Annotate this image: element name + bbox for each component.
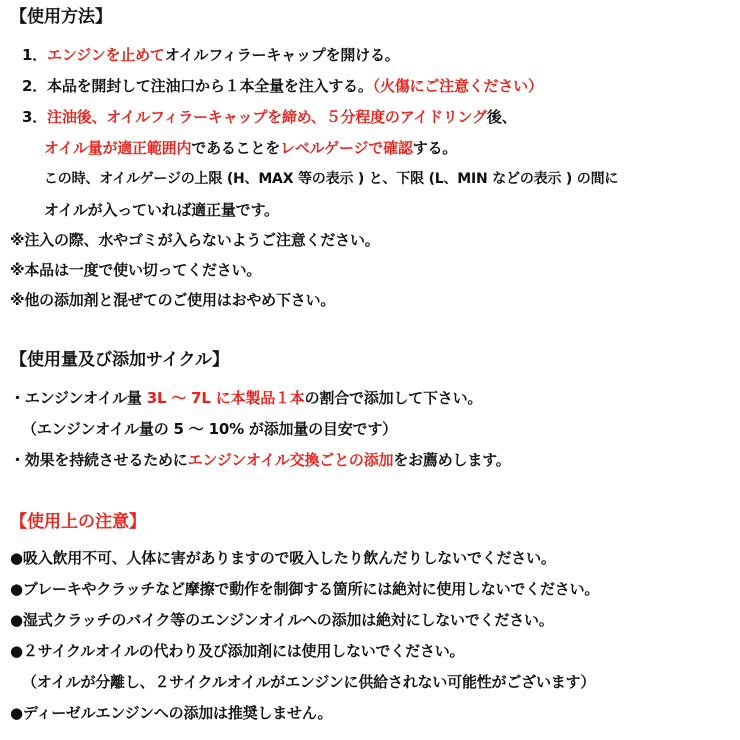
caution-item-2: ●ブレーキやクラッチなど摩擦で動作を制御する箇所には絶対に使用しないでください。 [10, 580, 600, 598]
caution-item-5: ●ディーゼルエンジンへの添加は推奨しません。 [10, 704, 333, 722]
usage-note-1: ※注入の際、水やゴミが入らないようご注意ください。 [10, 231, 380, 249]
usage-note-3: ※他の添加剤と混ぜてのご使用はおやめ下さい。 [10, 291, 336, 309]
section-heading-dosage: 【使用量及び添加サイクル】 [10, 350, 229, 370]
caution-item-3: ●湿式クラッチのバイク等のエンジンオイルへの添加は絶対にしないでください。 [10, 611, 554, 629]
step-text: する。 [412, 139, 458, 157]
usage-step-3-cont [44, 137, 732, 159]
caution-item-1: ●吸入飲用不可、人体に害がありますので吸入したり飲んだりしないでください。 [10, 549, 556, 567]
emphasis-text: 3L ～ 7L に本製品１本 [146, 389, 305, 407]
dosage-item-1-note: （エンジンオイル量の 5 ～ 10% が添加量の目安です） [22, 420, 397, 438]
usage-step-1 [22, 44, 732, 66]
section-heading-cautions: 【使用上の注意】 [10, 512, 146, 532]
caution-item-4: ●２サイクルオイルの代わり及び添加剤には使用しないでください。 [10, 642, 465, 660]
dosage-item-2 [10, 449, 732, 471]
caution-item-4-note: （オイルが分離し、２サイクルオイルがエンジンに供給されない可能性がございます） [22, 673, 596, 691]
step-text: であることを [191, 139, 281, 157]
usage-step-3-note-cont: オイルが入っていれば適正量です。 [44, 201, 279, 219]
emphasis-text: 注油後、オイルフィラーキャップを締め、５分程度のアイドリング [47, 108, 487, 126]
emphasis-text: レベルゲージで確認 [280, 139, 413, 157]
usage-step-2 [22, 75, 732, 97]
step-text: 後、 [486, 108, 517, 126]
usage-step-3-note: この時、オイルゲージの上限 (H、MAX 等の表示 ) と、下限 (L、MIN などの表示 ) の間に [44, 171, 619, 187]
step-text: 2．本品を開封して注油口から１本全量を注入する。 [22, 77, 373, 95]
usage-note-2: ※本品は一度で使い切ってください。 [10, 261, 262, 279]
dosage-item-1 [10, 387, 732, 409]
item-text: ・エンジンオイル量 [10, 389, 147, 407]
emphasis-text: エンジンオイル交換ごとの添加 [187, 451, 394, 469]
item-text: の割合で添加して下さい。 [304, 389, 483, 407]
step-number: 3． [22, 108, 48, 126]
step-number: 1． [22, 46, 48, 64]
emphasis-text: （火傷にご注意ください） [372, 77, 543, 95]
usage-step-3 [22, 106, 732, 128]
item-text: ・効果を持続させるために [10, 451, 188, 469]
emphasis-text: オイル量が適正範囲内 [44, 139, 192, 157]
emphasis-text: エンジンを止めて [47, 46, 165, 64]
step-text: オイルフィラーキャップを開ける。 [164, 46, 400, 64]
item-text: をお薦めします。 [393, 451, 511, 469]
section-heading-usage: 【使用方法】 [10, 7, 112, 27]
